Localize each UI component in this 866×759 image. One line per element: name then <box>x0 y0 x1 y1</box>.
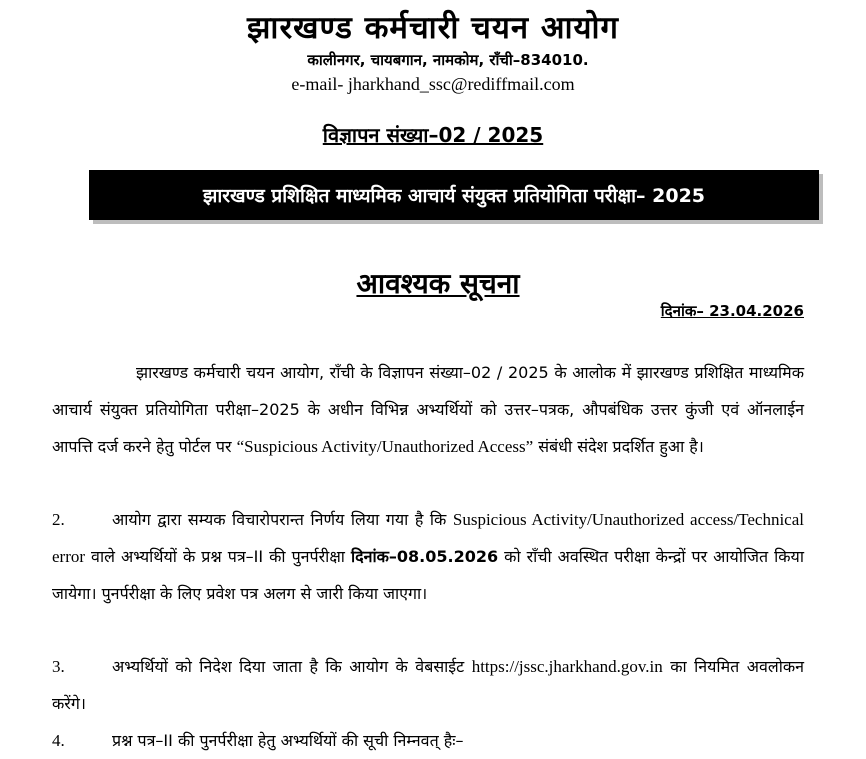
organization-email: e-mail- jharkhand_ssc@rediffmail.com <box>291 74 575 94</box>
paragraph-1 <box>52 354 804 465</box>
website-url: https://jssc.jharkhand.gov.in <box>471 657 663 676</box>
paragraph-4-text: प्रश्न पत्र–II की पुनर्परीक्षा हेतु अभ्यर्थियों की सूची निम्नवत् हैः– <box>112 731 464 750</box>
paragraph-2 <box>52 501 804 612</box>
paragraph-3-text-b: का नियमित अवलोकन करेंगे। <box>52 657 805 713</box>
paragraph-3-text-a: अभ्यर्थियों को निदेश दिया जाता है कि आयोग के वेबसाईट <box>112 657 472 676</box>
paragraph-3-number: 3. <box>52 657 65 676</box>
organization-title: झारखण्ड कर्मचारी चयन आयोग <box>247 10 619 46</box>
paragraph-4 <box>52 722 804 759</box>
advertisement-number: विज्ञापन संख्या–02 / 2025 <box>322 123 544 147</box>
paragraph-1-quote: “Suspicious Activity/Unauthorized Access” <box>236 437 534 456</box>
paragraph-2-text-b: वाले अभ्यर्थियों के प्रश्न पत्र–II की पुनर्परीक्षा <box>85 547 351 566</box>
notice-date: दिनांक– 23.04.2026 <box>660 302 804 320</box>
paragraph-2-text-a: आयोग द्वारा सम्यक विचारोपरान्त निर्णय लिया गया है कि <box>112 510 453 529</box>
paragraph-2-english: Suspicious Activity/Unauthorized access/Technical error <box>52 510 804 566</box>
exam-title-banner <box>89 170 819 220</box>
paragraph-2-text-c: को राँची अवस्थित परीक्षा केन्द्रों पर आयोजित किया जायेगा। पुनर्परीक्षा के लिए प्रवेश पत्र अलग से जारी किया जाएगा। <box>52 547 804 603</box>
paragraph-1-text-a: झारखण्ड कर्मचारी चयन आयोग, राँची के विज्ञापन संख्या–02 / 2025 के आलोक में झारखण्ड प्रशिक्षित माध्यमिक आचार्य संयुक्त प्रतियोगिता परीक्षा–2025 के अधीन विभिन्न अभ्यर्थियों को उत्तर–पत्रक, औपबंधिक उत्तर कुंजी एवं ऑनलाईन आपत्ति दर्ज करने हेतु पोर्टल पर <box>52 363 804 456</box>
paragraph-4-number: 4. <box>52 731 65 750</box>
retest-date: दिनांक–08.05.2026 <box>350 547 499 566</box>
paragraph-2-number: 2. <box>52 510 65 529</box>
paragraph-1-text-b: संबंधी संदेश प्रदर्शित हुआ है। <box>533 437 704 456</box>
notice-heading: आवश्यक सूचना <box>356 267 520 300</box>
paragraph-3 <box>52 648 804 722</box>
exam-title-text: झारखण्ड प्रशिक्षित माध्यमिक आचार्य संयुक्त प्रतियोगिता परीक्षा– 2025 <box>202 185 706 207</box>
organization-address: कालीनगर, चायबगान, नामकोम, राँची–834010. <box>307 51 589 69</box>
